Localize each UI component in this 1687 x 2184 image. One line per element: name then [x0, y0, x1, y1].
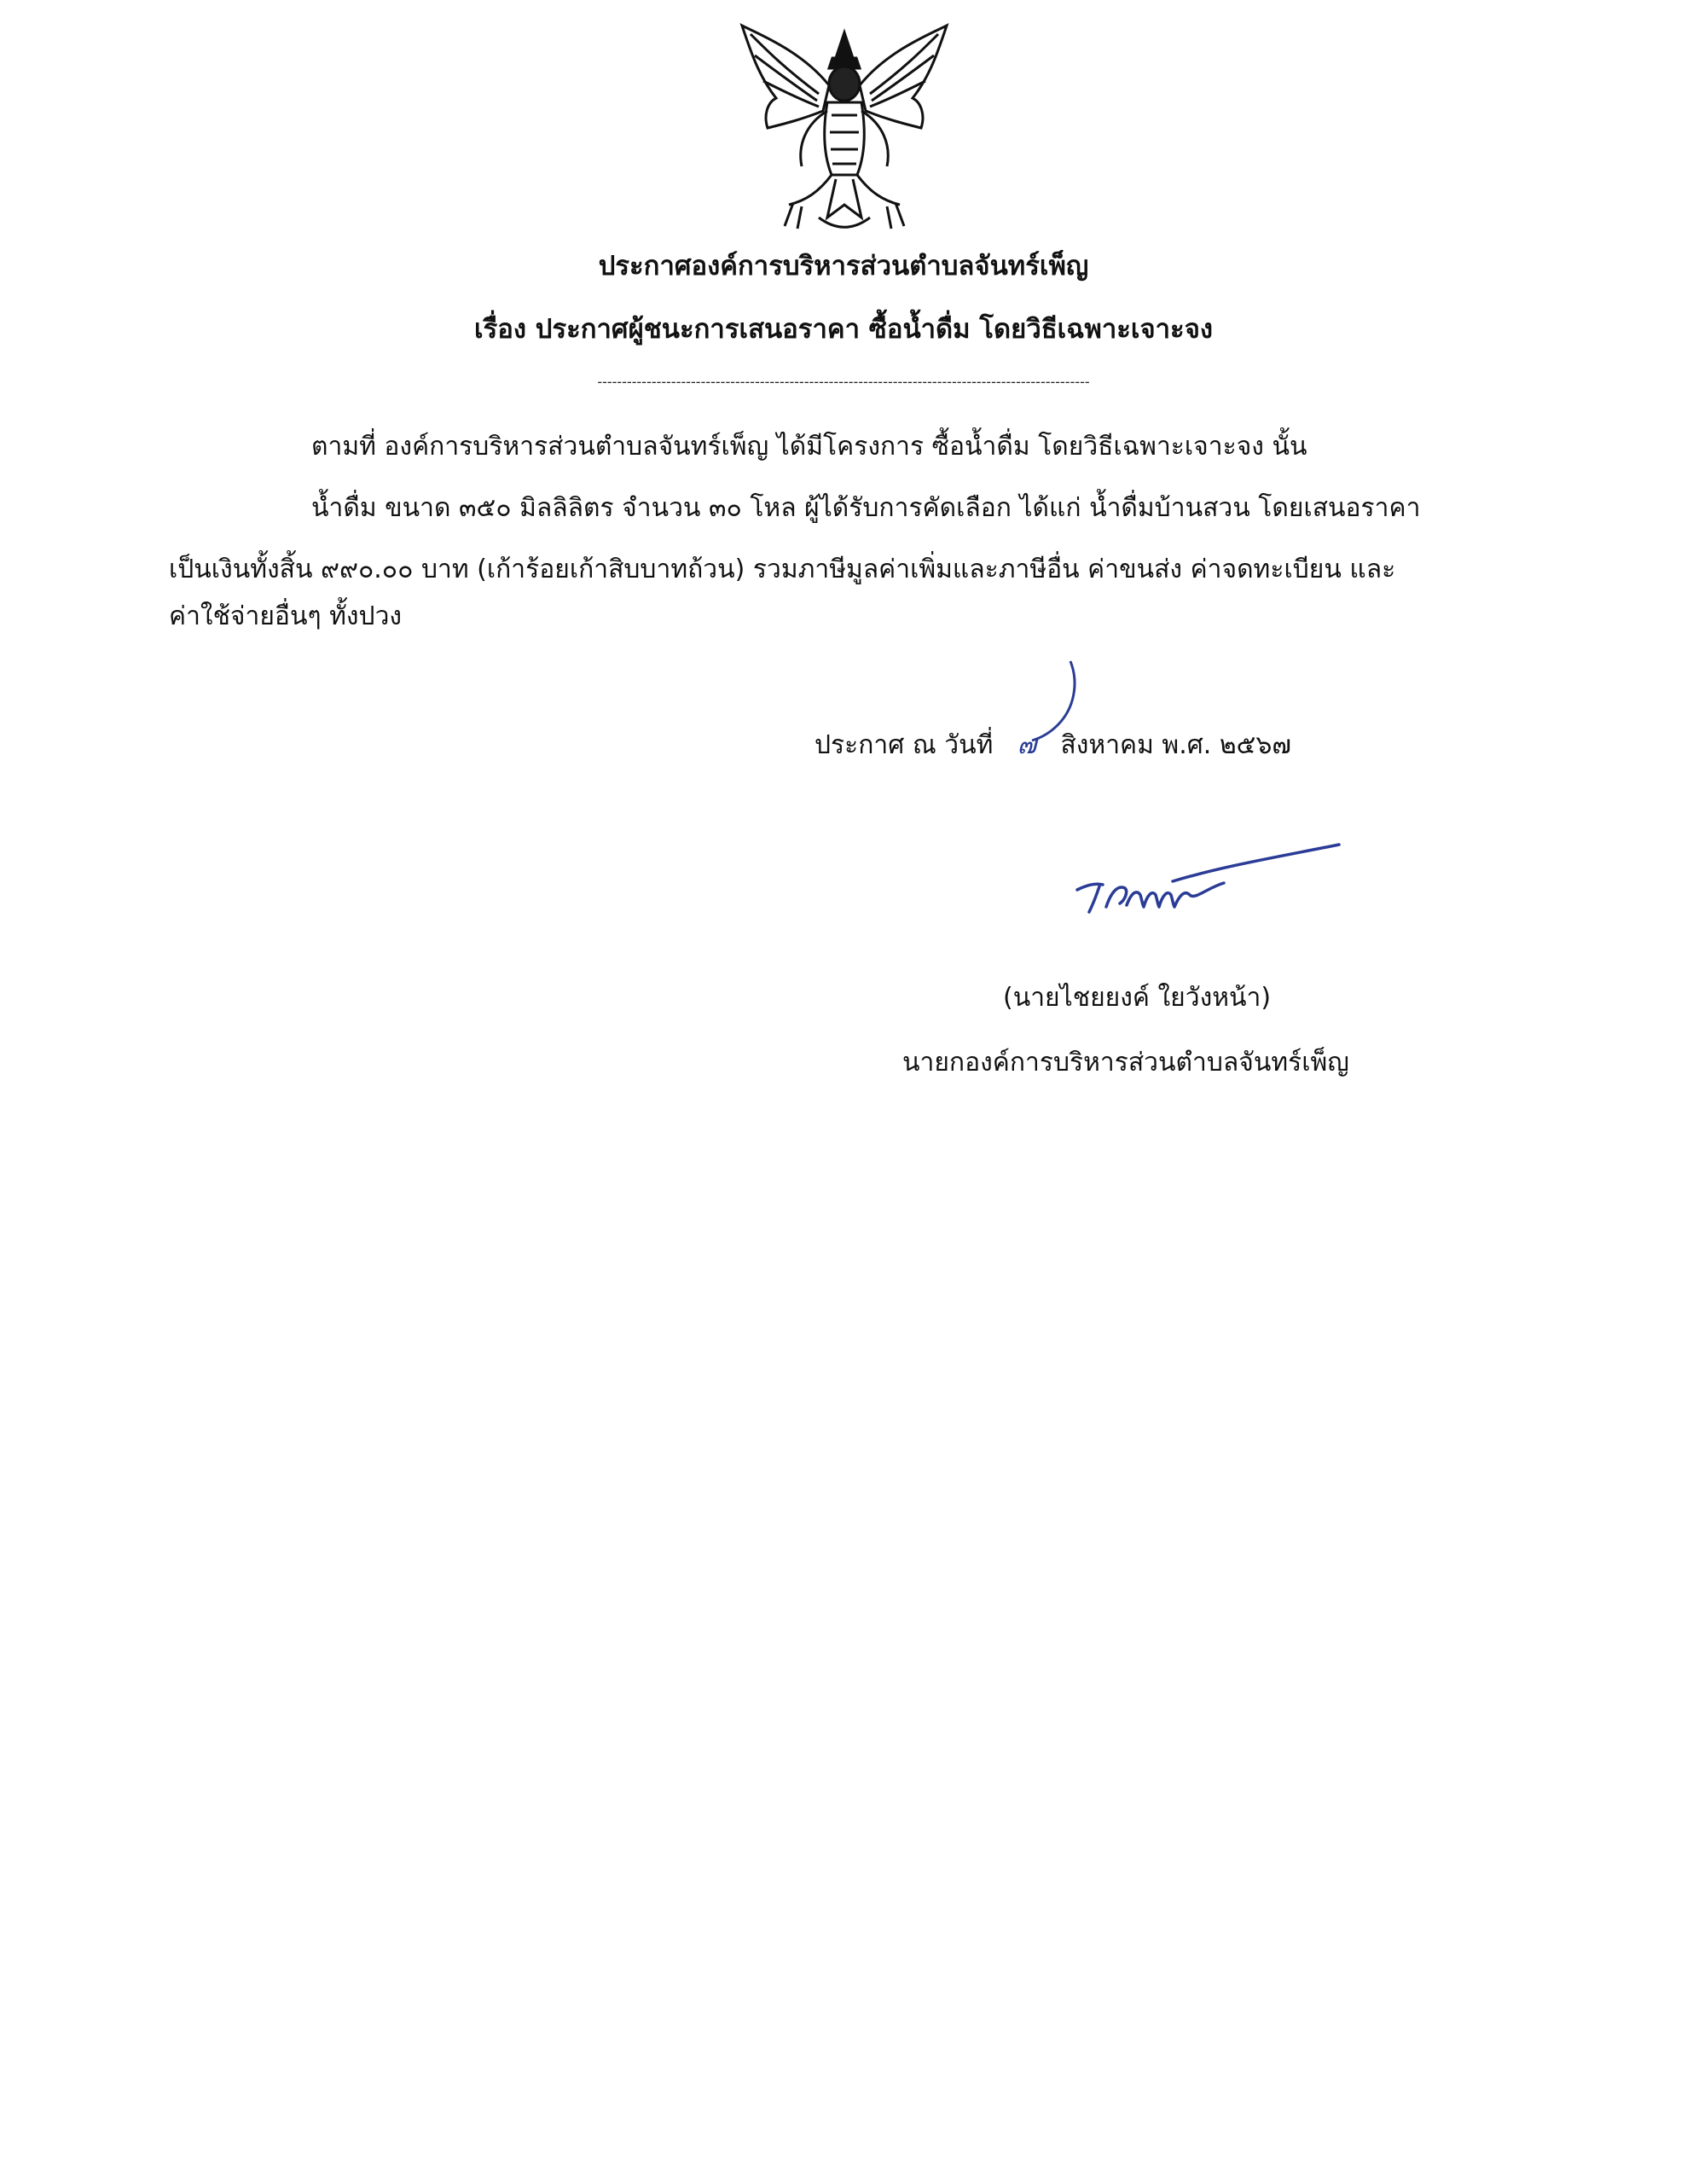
date-prefix: ประกาศ ณ วันที่ — [815, 730, 994, 760]
signer-name: (นายไชยยงค์ ใยวังหน้า) — [1003, 983, 1272, 1013]
body-line-3: เป็นเงินทั้งสิ้น ๙๙๐.๐๐ บาท (เก้าร้อยเก้าสิบบาทถ้วน) รวมภาษีมูลค่าเพิ่มและภาษีอื่น ค่าขนส่ง ค่าจดทะเบียน และ — [169, 555, 1396, 584]
announcement-date — [815, 729, 1291, 763]
announcement-title: ประกาศองค์การบริหารส่วนตำบลจันทร์เพ็ญ — [598, 251, 1089, 282]
signer-position: นายกองค์การบริหารส่วนตำบลจันทร์เพ็ญ — [902, 1048, 1349, 1077]
header-divider: ---------------------------------------------------------------------------------------------------- — [597, 374, 1090, 390]
announcement-subject: เรื่อง ประกาศผู้ชนะการเสนอราคา ซื้อน้ำดื่ม โดยวิธีเฉพาะเจาะจง — [473, 314, 1214, 345]
signature-icon — [1070, 840, 1343, 934]
body-line-4: ค่าใช้จ่ายอื่นๆ ทั้งปวง — [169, 601, 403, 631]
body-line-1: ตามที่ องค์การบริหารส่วนตำบลจันทร์เพ็ญ ได้มีโครงการ ซื้อน้ำดื่ม โดยวิธีเฉพาะเจาะจง นั้น — [311, 432, 1307, 462]
date-day: ๗ — [1017, 730, 1037, 760]
garuda-emblem-icon — [716, 17, 972, 239]
body-line-2: น้ำดื่ม ขนาด ๓๕๐ มิลลิลิตร จำนวน ๓๐ โหล ผู้ได้รับการคัดเลือก ได้แก่ น้ำดื่มบ้านสวน โดยเสนอราคา — [311, 493, 1421, 523]
date-month-year: สิงหาคม พ.ศ. ๒๕๖๗ — [1060, 730, 1291, 760]
